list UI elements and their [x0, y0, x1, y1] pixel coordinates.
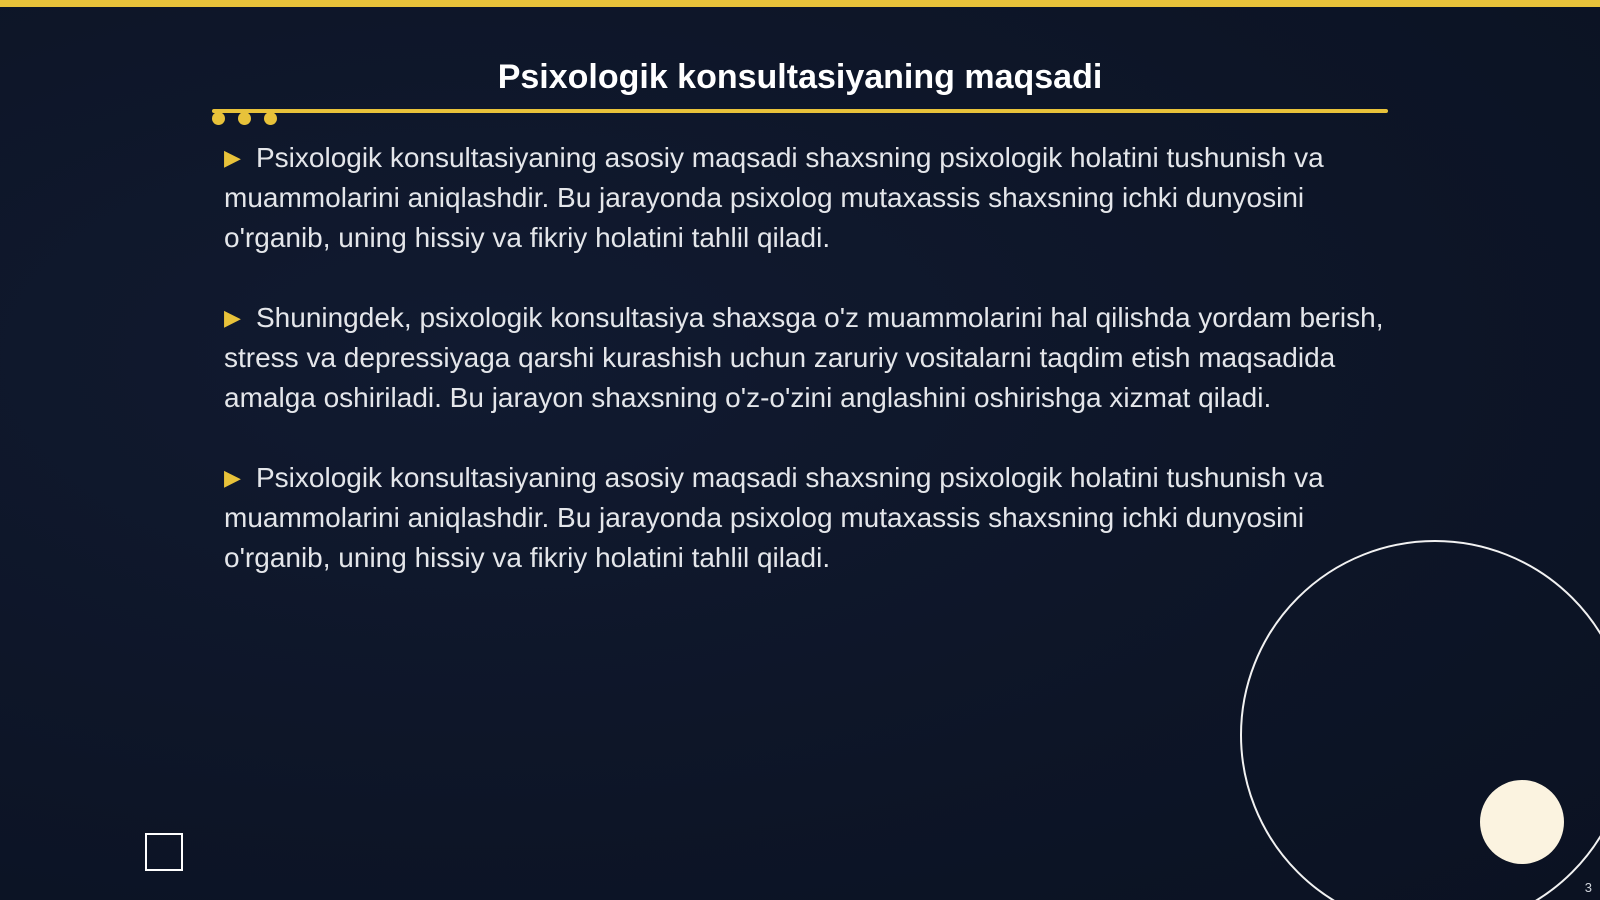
page-number: 3: [1584, 880, 1592, 895]
underline-dot: [264, 112, 277, 125]
bullet-text: Shuningdek, psixologik konsultasiya shaxsga o'z muammolarini hal qilishda yordam berish, stress va depressiyaga qarshi kurashish uchun zaruriy vositalarni taqdim etish maqsadida amalga oshiriladi. Bu jarayon shaxsning o'z-o'zini anglashini oshirishga xizmat qiladi.: [224, 302, 1384, 413]
decorative-circle-filled: [1480, 780, 1564, 864]
bullet-item: [224, 298, 1384, 418]
title-underline: [212, 109, 1388, 113]
triangle-bullet-icon: ▶: [224, 145, 241, 170]
triangle-bullet-icon: ▶: [224, 305, 241, 330]
triangle-bullet-icon: ▶: [224, 465, 241, 490]
bullet-text: Psixologik konsultasiyaning asosiy maqsadi shaxsning psixologik holatini tushunish va muammolarini aniqlashdir. Bu jarayonda psixolog mutaxassis shaxsning ichki dunyosini o'rganib, uning hissiy va fikriy holatini tahlil qiladi.: [224, 462, 1324, 573]
bullet-list: [224, 138, 1384, 618]
bullet-item: [224, 458, 1384, 578]
top-accent-bar: [0, 0, 1600, 7]
bullet-item: [224, 138, 1384, 258]
decorative-square: [145, 833, 183, 871]
bullet-text: Psixologik konsultasiyaning asosiy maqsadi shaxsning psixologik holatini tushunish va muammolarini aniqlashdir. Bu jarayonda psixolog mutaxassis shaxsning ichki dunyosini o'rganib, uning hissiy va fikriy holatini tahlil qiladi.: [224, 142, 1324, 253]
slide-title: Psixologik konsultasiyaning maqsadi: [497, 58, 1103, 96]
underline-dot: [212, 112, 225, 125]
underline-dot: [238, 112, 251, 125]
